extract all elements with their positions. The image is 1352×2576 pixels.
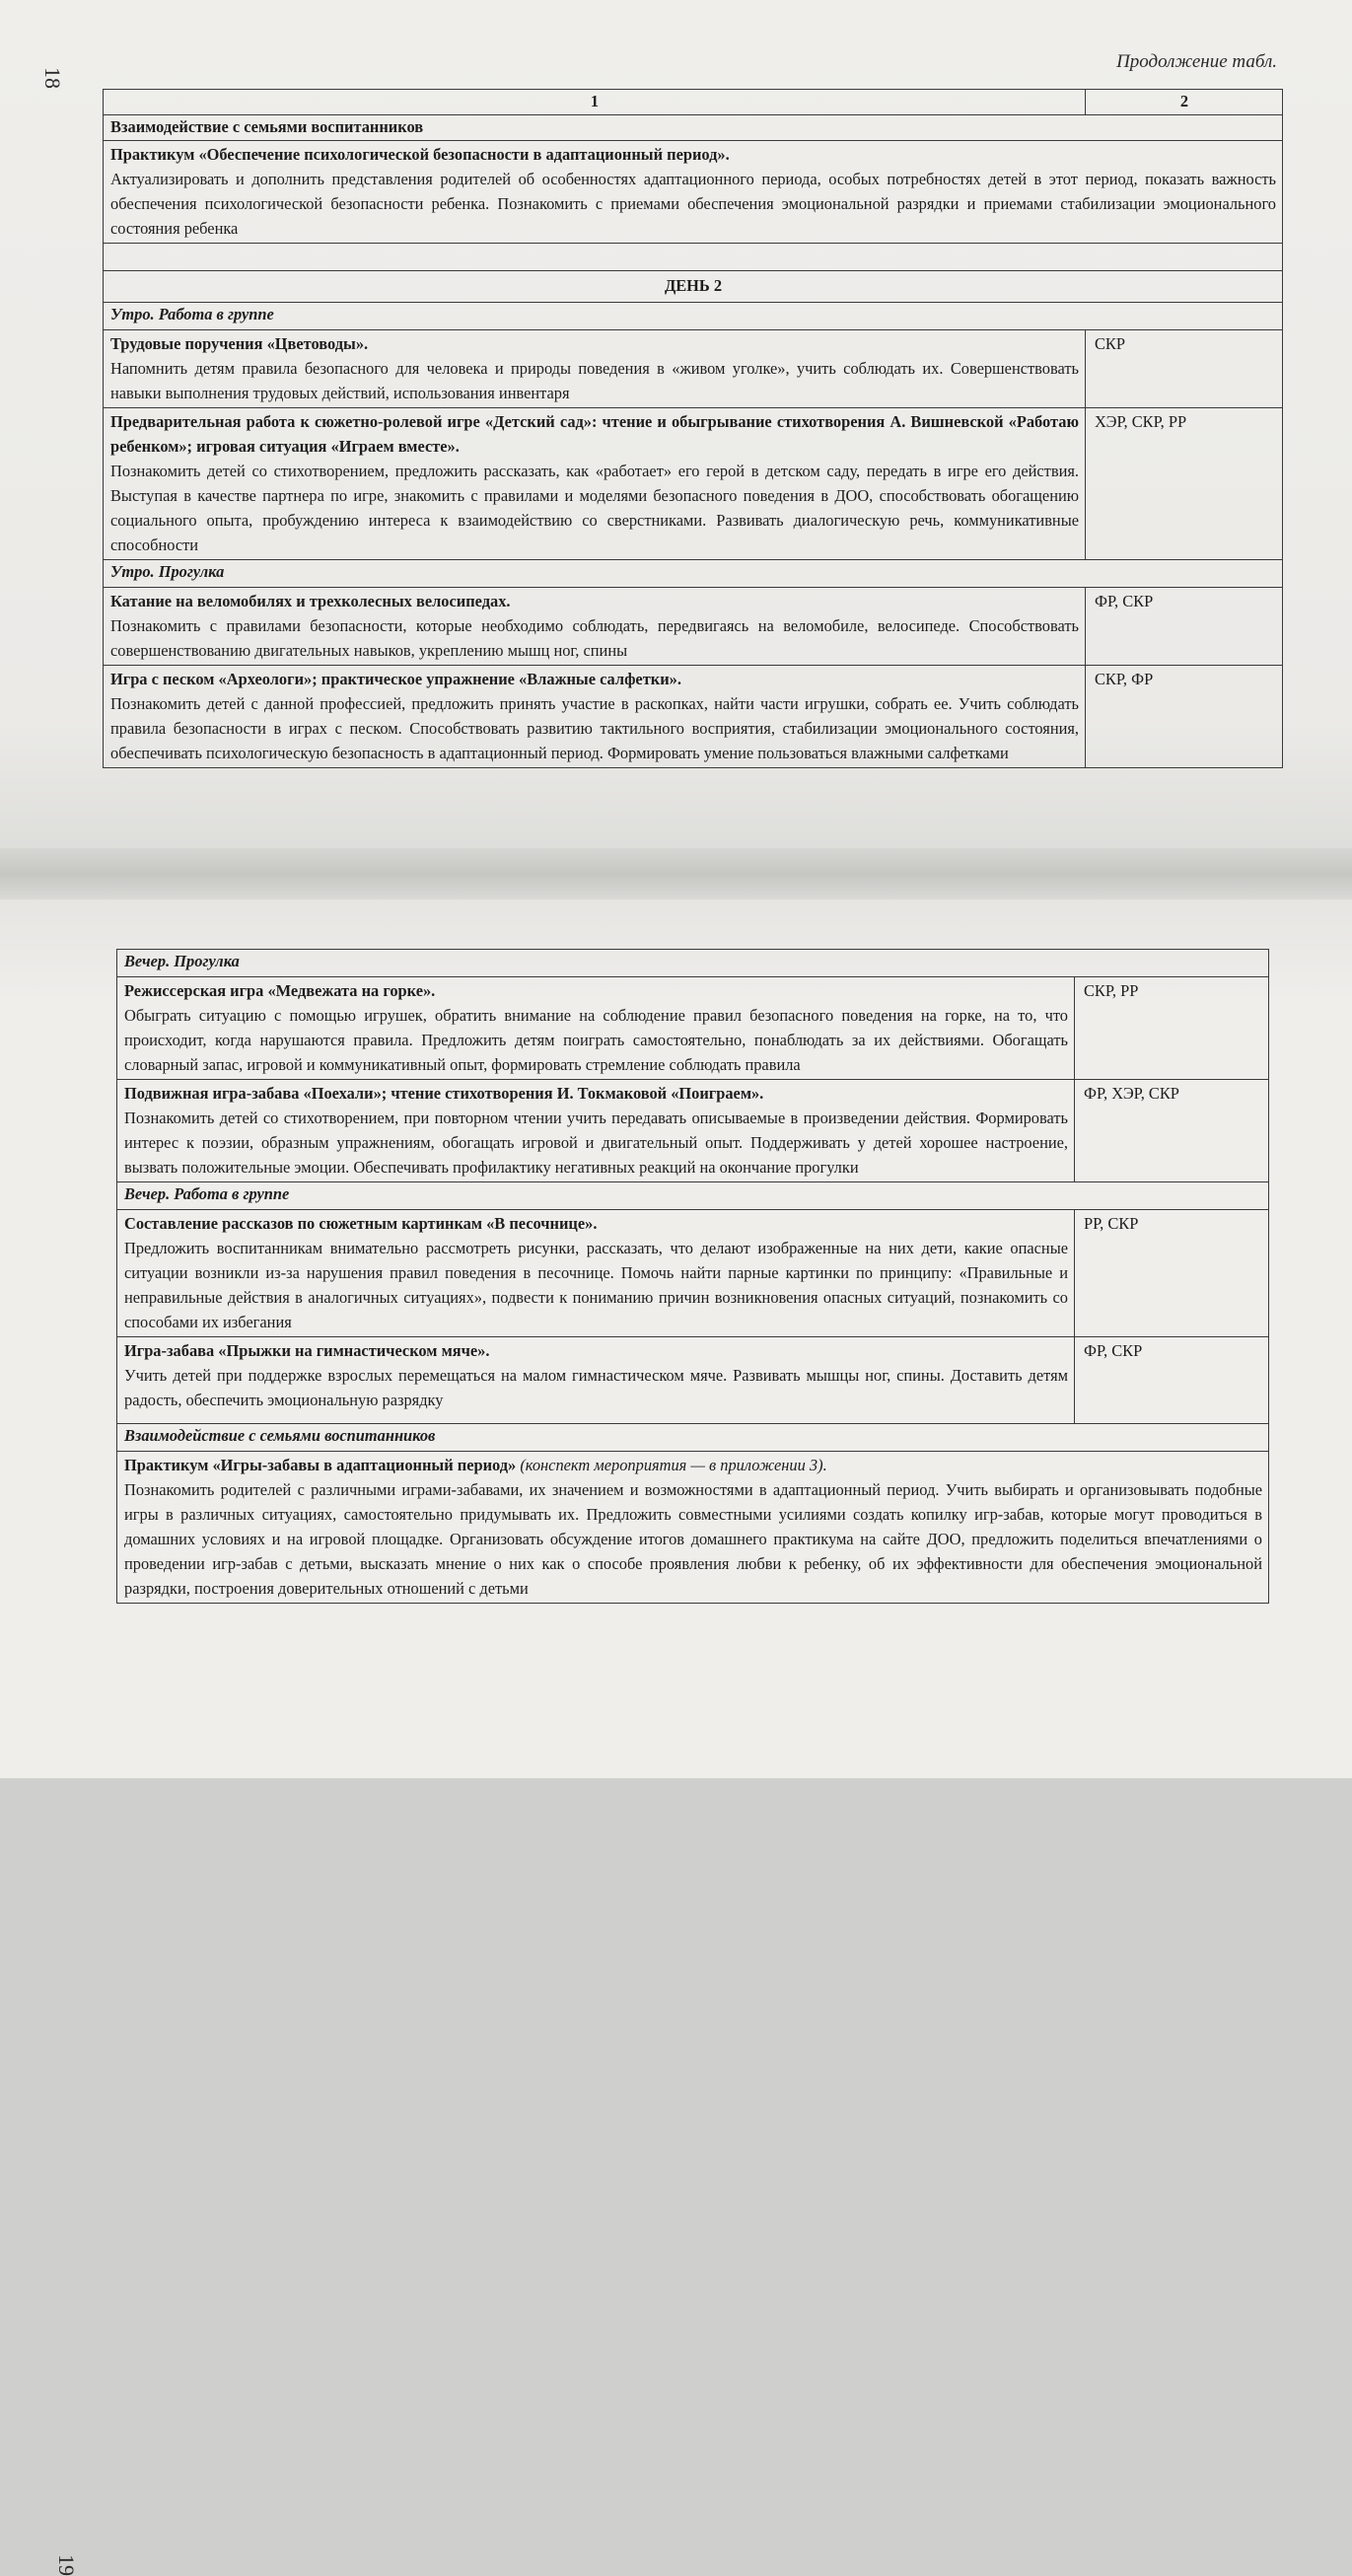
areas-cell: ХЭР, СКР, РР bbox=[1086, 408, 1283, 560]
activity-text: Познакомить детей со стихотворением, предложить рассказать, как «работает» его герой в детском саду, передать в игре его действия. Выступая в качестве партнера по игре, знакомить с правилами и моделями безопасного поведения в ДОО, способствовать обогащению социального опыта, пробуждению интереса к взаимодействию со сверстниками. Развивать диалогическую речь, коммуникативные способности bbox=[110, 462, 1079, 554]
table-row bbox=[104, 330, 1283, 408]
practicum-text: Познакомить родителей с различными играми-забавами, их значением и возможностями в адаптационный период. Учить выбирать и организовывать подобные игры в различных ситуациях, самостоятельно придумывать их. Предложить совместными усилиями создать копилку игр-забав, которые могут проводиться в домашних условиях и на игровой площадке. Организовать обсуждение итогов домашнего практикума на сайте ДОО, предложить поделиться впечатлениями о проведении игр-забав с детьми, высказать мнение о них как о способе проявления любви к ребенку, об их эффективности для обеспечения эмоциональной разрядки, построения доверительных отношений с детьми bbox=[124, 1480, 1263, 1598]
section-row bbox=[104, 560, 1283, 588]
table-row bbox=[104, 588, 1283, 666]
day-heading: ДЕНЬ 2 bbox=[104, 271, 1283, 303]
section-evening-walk: Вечер. Прогулка bbox=[117, 950, 1269, 977]
practicum-cell bbox=[117, 1452, 1269, 1604]
practicum-title: Практикум «Игры-забавы в адаптационный период» bbox=[124, 1456, 517, 1474]
activity-text: Познакомить детей со стихотворением, при повторном чтении учить передавать описываемые в произведении действия. Формировать интерес к поэзии, образным упражнениям, обогащать игровой и двигательный опыт. Поддерживать у детей хорошее настроение, вызвать положительные эмоции. Обеспечивать профилактику негативных реакций на окончание прогулки bbox=[124, 1109, 1068, 1177]
empty-cell bbox=[104, 244, 1283, 271]
practicum-cell bbox=[104, 141, 1283, 244]
areas-cell: ФР, ХЭР, СКР bbox=[1075, 1080, 1269, 1182]
section-family: Взаимодействие с семьями воспитанников bbox=[104, 115, 1283, 141]
section-row bbox=[104, 303, 1283, 330]
areas-cell: СКР bbox=[1086, 330, 1283, 408]
empty-row bbox=[104, 244, 1283, 271]
activity-title: Трудовые поручения «Цветоводы». bbox=[110, 334, 369, 353]
activity-cell bbox=[117, 1337, 1075, 1424]
activity-text: Обыграть ситуацию с помощью игрушек, обратить внимание на соблюдение правил безопасного поведения на горке, на то, что происходит, когда нарушаются правила. Предложить детям поиграть самостоятельно, понаблюдать за их действиями. Обогащать словарный запас, игровой и коммуникативный опыт, формировать стремление соблюдать правила bbox=[124, 1006, 1068, 1074]
activity-title: Игра-забава «Прыжки на гимнастическом мяче». bbox=[124, 1341, 490, 1360]
activity-cell bbox=[117, 1210, 1075, 1337]
table-row bbox=[117, 977, 1269, 1080]
activity-cell bbox=[117, 1080, 1075, 1182]
activity-cell bbox=[104, 330, 1086, 408]
page-18 bbox=[0, 0, 1352, 848]
activity-title: Составление рассказов по сюжетным картинкам «В песочнице». bbox=[124, 1214, 598, 1233]
table-row bbox=[117, 1210, 1269, 1337]
day-row bbox=[104, 271, 1283, 303]
section-row bbox=[117, 1182, 1269, 1210]
activity-title: Предварительная работа к сюжетно-ролевой игре «Детский сад»: чтение и обыгрывание стихотворения А. Вишневской «Работаю ребенком»; игровая ситуация «Играем вместе». bbox=[110, 412, 1079, 456]
section-row bbox=[117, 1424, 1269, 1452]
program-table-bottom bbox=[116, 949, 1269, 1604]
activity-title: Игра с песком «Археологи»; практическое упражнение «Влажные салфетки». bbox=[110, 670, 681, 688]
areas-cell: РР, СКР bbox=[1075, 1210, 1269, 1337]
activity-text: Познакомить детей с данной профессией, предложить принять участие в раскопках, найти части игрушки, собрать ее. Учить соблюдать правила безопасности в играх с песком. Способствовать развитию тактильного восприятия, стабилизации эмоционального состояния, обеспечивать психологическую безопасность в адаптационный период. Формировать умение пользоваться влажными салфетками bbox=[110, 694, 1079, 762]
activity-cell bbox=[104, 666, 1086, 768]
section-evening-group: Вечер. Работа в группе bbox=[117, 1182, 1269, 1210]
section-row bbox=[104, 115, 1283, 141]
activity-cell bbox=[104, 408, 1086, 560]
activity-cell bbox=[104, 588, 1086, 666]
areas-cell: СКР, РР bbox=[1075, 977, 1269, 1080]
areas-cell: ФР, СКР bbox=[1086, 588, 1283, 666]
table-row bbox=[104, 408, 1283, 560]
activity-title: Катание на веломобилях и трехколесных велосипедах. bbox=[110, 592, 511, 610]
column-header-2: 2 bbox=[1086, 90, 1283, 115]
activity-cell bbox=[117, 977, 1075, 1080]
section-family: Взаимодействие с семьями воспитанников bbox=[117, 1424, 1269, 1452]
activity-title: Подвижная игра-забава «Поехали»; чтение стихотворения И. Токмаковой «Поиграем». bbox=[124, 1084, 764, 1103]
table-row bbox=[104, 666, 1283, 768]
program-table-top bbox=[103, 89, 1283, 768]
practicum-note: (конспект мероприятия — в приложении 3). bbox=[520, 1456, 827, 1474]
table-row bbox=[104, 141, 1283, 244]
section-morning-walk: Утро. Прогулка bbox=[104, 560, 1283, 588]
areas-cell: ФР, СКР bbox=[1075, 1337, 1269, 1424]
page-number: 18 bbox=[40, 67, 65, 89]
section-row bbox=[117, 950, 1269, 977]
page-number: 19 bbox=[54, 2554, 79, 2576]
practicum-heading bbox=[124, 1453, 1262, 1477]
activity-text: Напомнить детям правила безопасного для человека и природы поведения в «живом уголке», учить соблюдать их. Совершенствовать навыки выполнения трудовых действий, использования инвентаря bbox=[110, 359, 1079, 402]
table-row bbox=[117, 1337, 1269, 1424]
practicum-text: Актуализировать и дополнить представления родителей об особенностях адаптационного периода, особых потребностях детей в этот период, показать важность обеспечения психологической безопасности ребенка. Познакомить с приемами обеспечения эмоциональной разрядки и приемами стабилизации эмоционального состояния ребенка bbox=[110, 170, 1276, 238]
activity-title: Режиссерская игра «Медвежата на горке». bbox=[124, 981, 436, 1000]
practicum-title: Практикум «Обеспечение психологической безопасности в адаптационный период». bbox=[110, 145, 730, 164]
activity-text: Познакомить с правилами безопасности, которые необходимо соблюдать, передвигаясь на веломобиле, велосипеде. Способствовать совершенствованию двигательных навыков, укреплению мышц ног, спины bbox=[110, 616, 1079, 660]
table-header-row bbox=[104, 90, 1283, 115]
activity-text: Предложить воспитанникам внимательно рассмотреть рисунки, рассказать, что делают изображенные на них дети, какие опасные ситуации возникли из-за нарушения правил поведения в песочнице. Помочь найти парные картинки по принципу: «Правильные и неправильные действия в аналогичных ситуациях», подвести к пониманию причин возникновения опасных ситуаций, познакомить со способами их избегания bbox=[124, 1239, 1068, 1331]
continuation-label: Продолжение табл. bbox=[1116, 51, 1277, 72]
book-gutter bbox=[0, 848, 1352, 899]
activity-text: Учить детей при поддержке взрослых перемещаться на малом гимнастическом мяче. Развивать мышцы ног, спины. Доставить детям радость, обеспечить эмоциональную разрядку bbox=[124, 1366, 1068, 1409]
areas-cell: СКР, ФР bbox=[1086, 666, 1283, 768]
section-morning-group: Утро. Работа в группе bbox=[104, 303, 1283, 330]
table-row bbox=[117, 1452, 1269, 1604]
table-row bbox=[117, 1080, 1269, 1182]
column-header-1: 1 bbox=[104, 90, 1086, 115]
